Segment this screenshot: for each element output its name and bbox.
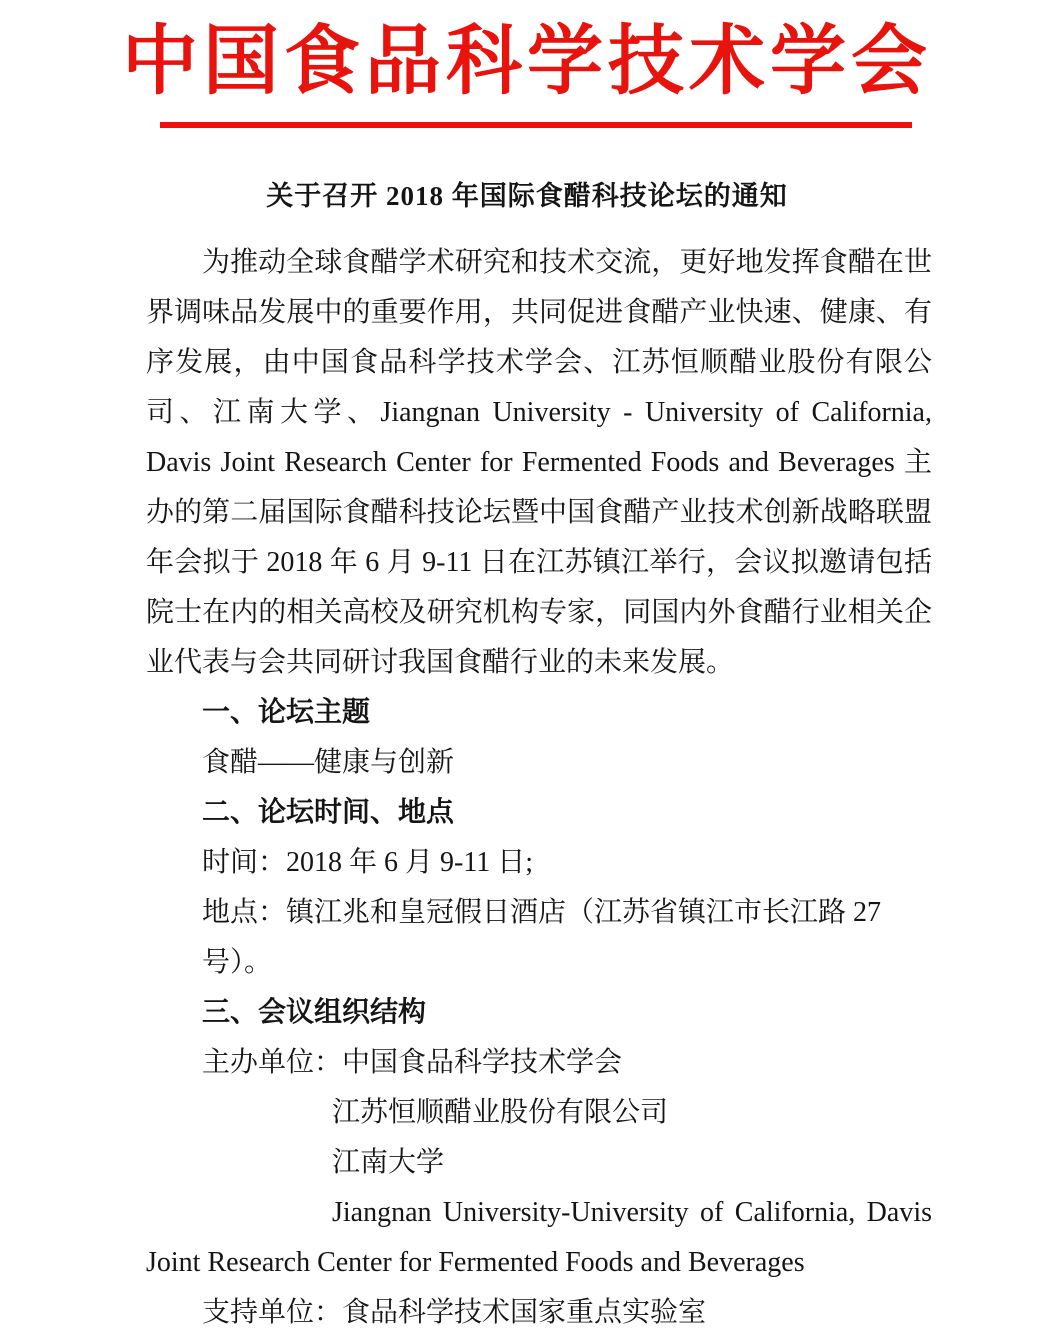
host-organizer-line-3: 江南大学 xyxy=(332,1147,445,1178)
organization-name: 中国食品科学技术学会 xyxy=(122,20,932,104)
forum-venue-line: 地点：镇江兆和皇冠假日酒店（江苏省镇江市长江路 27 号）。 xyxy=(202,897,882,978)
document-title: 关于召开 2018 年国际食醋科技论坛的通知 xyxy=(266,181,788,211)
host-organizer-line-5: Joint Research Center for Fermented Foods and Beverages xyxy=(146,1247,805,1278)
host-organizer-line-1: 主办单位：中国食品科学技术学会 xyxy=(202,1047,623,1078)
section-1-heading: 一、论坛主题 xyxy=(202,697,371,728)
section-3-heading: 三、会议组织结构 xyxy=(202,997,427,1028)
letterhead-divider xyxy=(160,122,912,128)
host-organizer-line-2: 江苏恒顺醋业股份有限公司 xyxy=(332,1097,669,1128)
document-body xyxy=(146,238,932,1338)
section-2-heading: 二、论坛时间、地点 xyxy=(202,797,455,828)
intro-paragraph: 为推动全球食醋学术研究和技术交流，更好地发挥食醋在世界调味品发展中的重要作用，共同促进食醋产业快速、健康、有序发展，由中国食品科学技术学会、江苏恒顺醋业股份有限公司、江南大学、Jiangnan University - University of California, Davis Joint Research Center for Fermented Foods and Beverages 主办的第二届国际食醋科技论坛暨中国食醋产业技术创新战略联盟年会拟于 2018 年 6 月 9-11 日在江苏镇江举行，会议拟邀请包括院士在内的相关高校及研究机构专家，同国内外食醋行业相关企业代表与会共同研讨我国食醋行业的未来发展。 xyxy=(146,247,932,678)
support-organizer-line: 支持单位：食品科学技术国家重点实验室 xyxy=(202,1297,707,1328)
host-organizer-line-4: Jiangnan University-University of California, Davis xyxy=(332,1197,932,1228)
forum-theme-line: 食醋——健康与创新 xyxy=(202,747,455,778)
letterhead xyxy=(0,0,1054,128)
forum-time-line: 时间：2018 年 6 月 9-11 日; xyxy=(202,847,534,878)
